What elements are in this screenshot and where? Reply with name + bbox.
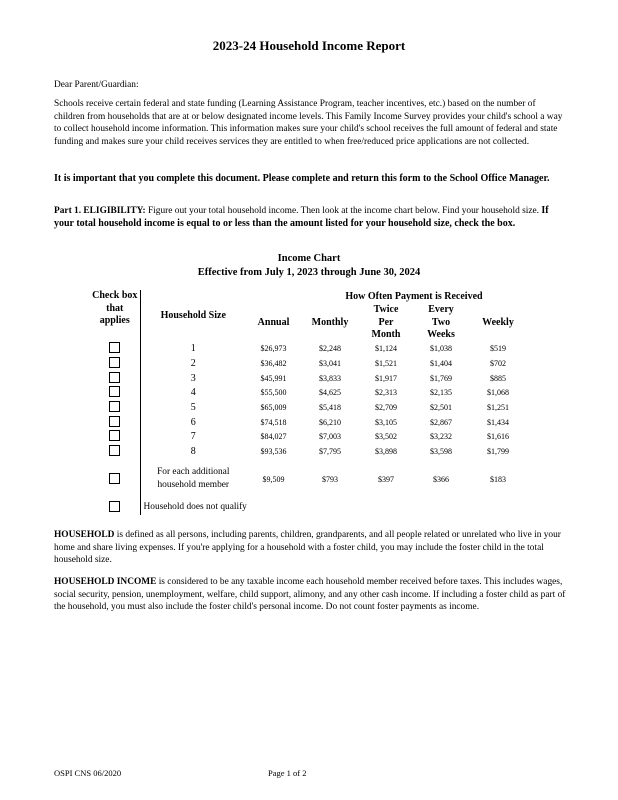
col-header-twice-per-month: Twice Per Month bbox=[371, 304, 401, 340]
size-2-checkbox[interactable] bbox=[109, 357, 120, 368]
footer-page-number: Page 1 of 2 bbox=[268, 768, 307, 778]
annual-cell: $45,991 bbox=[260, 373, 287, 383]
annual-cell: $9,509 bbox=[262, 474, 285, 484]
col-header-monthly: Monthly bbox=[311, 316, 349, 328]
size-5-checkbox[interactable] bbox=[109, 401, 120, 412]
table-row bbox=[90, 371, 527, 386]
col-header-every-two-weeks: Every Two Weeks bbox=[427, 304, 455, 340]
twice-per-month-cell: $3,105 bbox=[375, 417, 397, 427]
greeting: Dear Parent/Guardian: bbox=[54, 80, 139, 90]
additional-member-label: For each additional household member bbox=[140, 459, 246, 499]
monthly-cell: $793 bbox=[322, 474, 338, 484]
weekly-cell: $1,068 bbox=[487, 388, 509, 398]
size-1-checkbox[interactable] bbox=[109, 342, 120, 353]
weekly-cell: $1,251 bbox=[487, 403, 509, 413]
every-two-weeks-cell: $2,867 bbox=[430, 417, 452, 427]
table-row-not-qualify bbox=[90, 499, 527, 515]
every-two-weeks-cell: $3,232 bbox=[430, 432, 452, 442]
important-notice: It is important that you complete this document. Please complete and return this form to the School Office Manager. bbox=[54, 173, 550, 184]
weekly-cell: $1,799 bbox=[487, 447, 509, 457]
every-two-weeks-cell: $3,598 bbox=[430, 447, 452, 457]
size-7-checkbox[interactable] bbox=[109, 430, 120, 441]
not-qualify-checkbox[interactable] bbox=[109, 501, 120, 512]
twice-per-month-cell: $1,521 bbox=[375, 359, 397, 369]
annual-cell: $65,009 bbox=[260, 403, 287, 413]
household-income-text: is considered to be any taxable income each household member received before taxes. This includes wages, social security, pension, unemployment, welfare, child support, alimony, and any other cash income. If including a foster child as part of the household, you must also include the foster child's personal income. Do not count foster payments as income. bbox=[54, 577, 566, 613]
page-title: 2023-24 Household Income Report bbox=[212, 38, 406, 53]
col-header-weekly: Weekly bbox=[482, 316, 514, 328]
household-definition bbox=[54, 529, 566, 567]
every-two-weeks-cell: $366 bbox=[433, 474, 449, 484]
monthly-cell: $6,210 bbox=[319, 417, 341, 427]
every-two-weeks-cell: $1,038 bbox=[430, 344, 452, 354]
table-row bbox=[90, 400, 527, 415]
twice-per-month-cell: $2,709 bbox=[375, 403, 397, 413]
size-cell: 8 bbox=[140, 444, 246, 459]
footer-form-code: OSPI CNS 06/2020 bbox=[54, 768, 122, 778]
monthly-cell: $7,795 bbox=[319, 447, 341, 457]
twice-per-month-cell: $3,898 bbox=[375, 447, 397, 457]
table-row bbox=[90, 444, 527, 459]
weekly-cell: $885 bbox=[490, 373, 506, 383]
weekly-cell: $1,616 bbox=[487, 432, 509, 442]
twice-per-month-cell: $397 bbox=[378, 474, 394, 484]
twice-per-month-cell: $1,917 bbox=[375, 373, 397, 383]
table-row bbox=[90, 415, 527, 430]
annual-cell: $26,973 bbox=[260, 344, 287, 354]
part1-label: Part 1. ELIGIBILITY: bbox=[54, 206, 146, 216]
monthly-cell: $2,248 bbox=[319, 344, 341, 354]
weekly-cell: $1,434 bbox=[487, 417, 509, 427]
col-header-size: Household Size bbox=[140, 290, 246, 342]
part1-paragraph bbox=[54, 205, 566, 230]
income-chart-table bbox=[90, 290, 527, 515]
monthly-cell: $5,418 bbox=[319, 403, 341, 413]
monthly-cell: $3,833 bbox=[319, 373, 341, 383]
annual-cell: $74,518 bbox=[260, 417, 287, 427]
size-cell: 6 bbox=[140, 415, 246, 430]
part1-text: Figure out your total household income. Then look at the income chart below. Find your household size. bbox=[145, 206, 542, 216]
monthly-cell: $4,625 bbox=[319, 388, 341, 398]
size-cell: 7 bbox=[140, 430, 246, 445]
size-8-checkbox[interactable] bbox=[109, 445, 120, 456]
part1-bold-text: If your total household income is equal to or less than the amount listed for your household size, check the box. bbox=[54, 205, 549, 229]
weekly-cell: $519 bbox=[490, 344, 506, 354]
size-cell: 2 bbox=[140, 356, 246, 371]
annual-cell: $84,027 bbox=[260, 432, 287, 442]
income-chart-title: Income Chart bbox=[277, 253, 341, 264]
annual-cell: $93,536 bbox=[260, 447, 287, 457]
intro-paragraph: Schools receive certain federal and state funding (Learning Assistance Program, teacher incentives, etc.) based on the number of children from households that are at or below designated income levels. This Family Income Survey provides your child's school a way to collect household income information. This information makes sure your child's school receives the full amount of federal and state funding and makes sure your child receives services they are entitled to when free/reduced price applications are not collected. bbox=[54, 99, 563, 147]
table-row bbox=[90, 430, 527, 445]
twice-per-month-cell: $3,502 bbox=[375, 432, 397, 442]
table-row-additional bbox=[90, 459, 527, 499]
monthly-cell: $3,041 bbox=[319, 359, 341, 369]
size-cell: 5 bbox=[140, 400, 246, 415]
table-row bbox=[90, 386, 527, 401]
every-two-weeks-cell: $2,501 bbox=[430, 403, 452, 413]
size-4-checkbox[interactable] bbox=[109, 386, 120, 397]
household-income-definition bbox=[54, 576, 566, 614]
monthly-cell: $7,003 bbox=[319, 432, 341, 442]
size-cell: 3 bbox=[140, 371, 246, 386]
additional-member-checkbox[interactable] bbox=[109, 473, 120, 484]
not-qualify-label: Household does not qualify bbox=[140, 499, 527, 515]
income-chart-heading bbox=[0, 252, 618, 279]
size-cell: 1 bbox=[140, 342, 246, 357]
income-chart-subtitle: Effective from July 1, 2023 through June 30, 2024 bbox=[197, 266, 421, 278]
size-3-checkbox[interactable] bbox=[109, 372, 120, 383]
every-two-weeks-cell: $1,769 bbox=[430, 373, 452, 383]
table-row bbox=[90, 342, 527, 357]
household-label: HOUSEHOLD bbox=[54, 530, 115, 540]
twice-per-month-cell: $2,313 bbox=[375, 388, 397, 398]
col-header-check: Check box that applies bbox=[92, 290, 138, 326]
size-cell: 4 bbox=[140, 386, 246, 401]
annual-cell: $55,500 bbox=[260, 388, 287, 398]
weekly-cell: $702 bbox=[490, 359, 506, 369]
weekly-cell: $183 bbox=[490, 474, 506, 484]
col-header-annual: Annual bbox=[257, 316, 290, 328]
twice-per-month-cell: $1,124 bbox=[375, 344, 397, 354]
household-text: is defined as all persons, including parents, children, grandparents, and all people related or unrelated who live in your home and share living expenses. If you're applying for a household with a foster child, you may include the foster child in the total household size. bbox=[54, 530, 561, 566]
household-income-label: HOUSEHOLD INCOME bbox=[54, 577, 157, 587]
every-two-weeks-cell: $1,404 bbox=[430, 359, 452, 369]
how-often-header: How Often Payment is Received bbox=[345, 290, 483, 302]
table-row bbox=[90, 356, 527, 371]
annual-cell: $36,482 bbox=[260, 359, 287, 369]
size-6-checkbox[interactable] bbox=[109, 416, 120, 427]
every-two-weeks-cell: $2,135 bbox=[430, 388, 452, 398]
